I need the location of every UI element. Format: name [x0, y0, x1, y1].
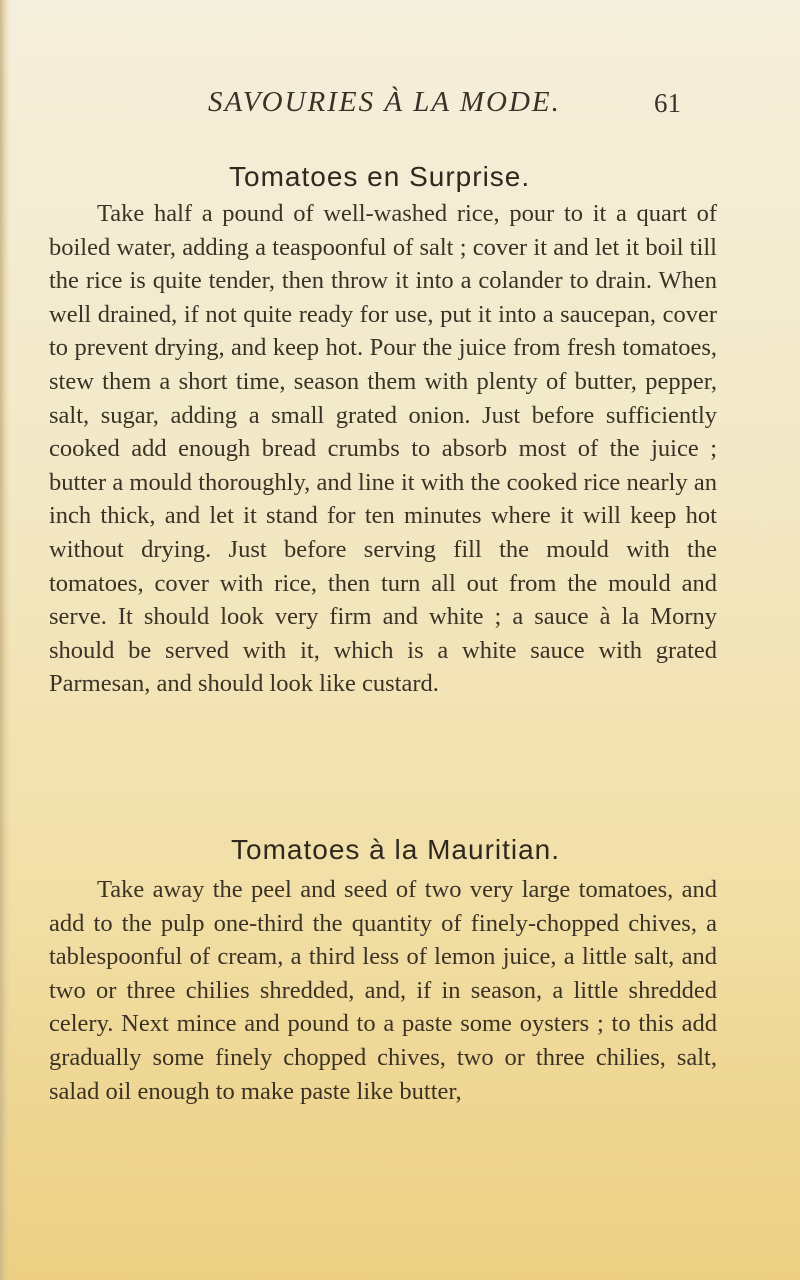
recipe-title: Tomatoes à la Mauritian.: [231, 834, 561, 865]
running-head: SAVOURIES À LA MODE.: [208, 86, 561, 118]
recipe-title: Tomatoes en Surprise.: [229, 161, 531, 192]
recipe-text: Take half a pound of well-washed rice, pour to it a quart of boiled water, adding a teaspoonful of salt ; cover it and let it boil till the rice is quite tender, then throw it into a colander to drain. When well drained, if not quite ready for use, put it into a saucepan, cover to prevent drying, and keep hot. Pour the juice from fresh tomatoes, stew them a short time, season them with plenty of butter, pepper, salt, sugar, adding a small grated onion. Just before sufficiently cooked add enough bread crumbs to absorb most of the juice ; butter a mould thoroughly, and line it with the cooked rice nearly an inch thick, and let it stand for ten minutes where it will keep hot without drying. Just before serving fill the mould with the tomatoes, cover with rice, then turn all out from the mould and serve. It should look very firm and white ; a sauce à la Morny should be served with it, which is a white sauce with grated Parmesan, and should look like custard.: [49, 200, 717, 698]
page-number: 61: [654, 88, 681, 118]
recipe-text: Take away the peel and seed of two very large tomatoes, and add to the pulp one-third the quantity of finely-chopped chives, a tablespoonful of cream, a third less of lemon juice, a little salt, and two or three chilies shredded, and, if in season, a little shredded celery. Next mince and pound to a paste some oysters ; to this add gradually some finely chopped chives, two or three chilies, salt, salad oil enough to make paste like butter,: [49, 876, 717, 1105]
